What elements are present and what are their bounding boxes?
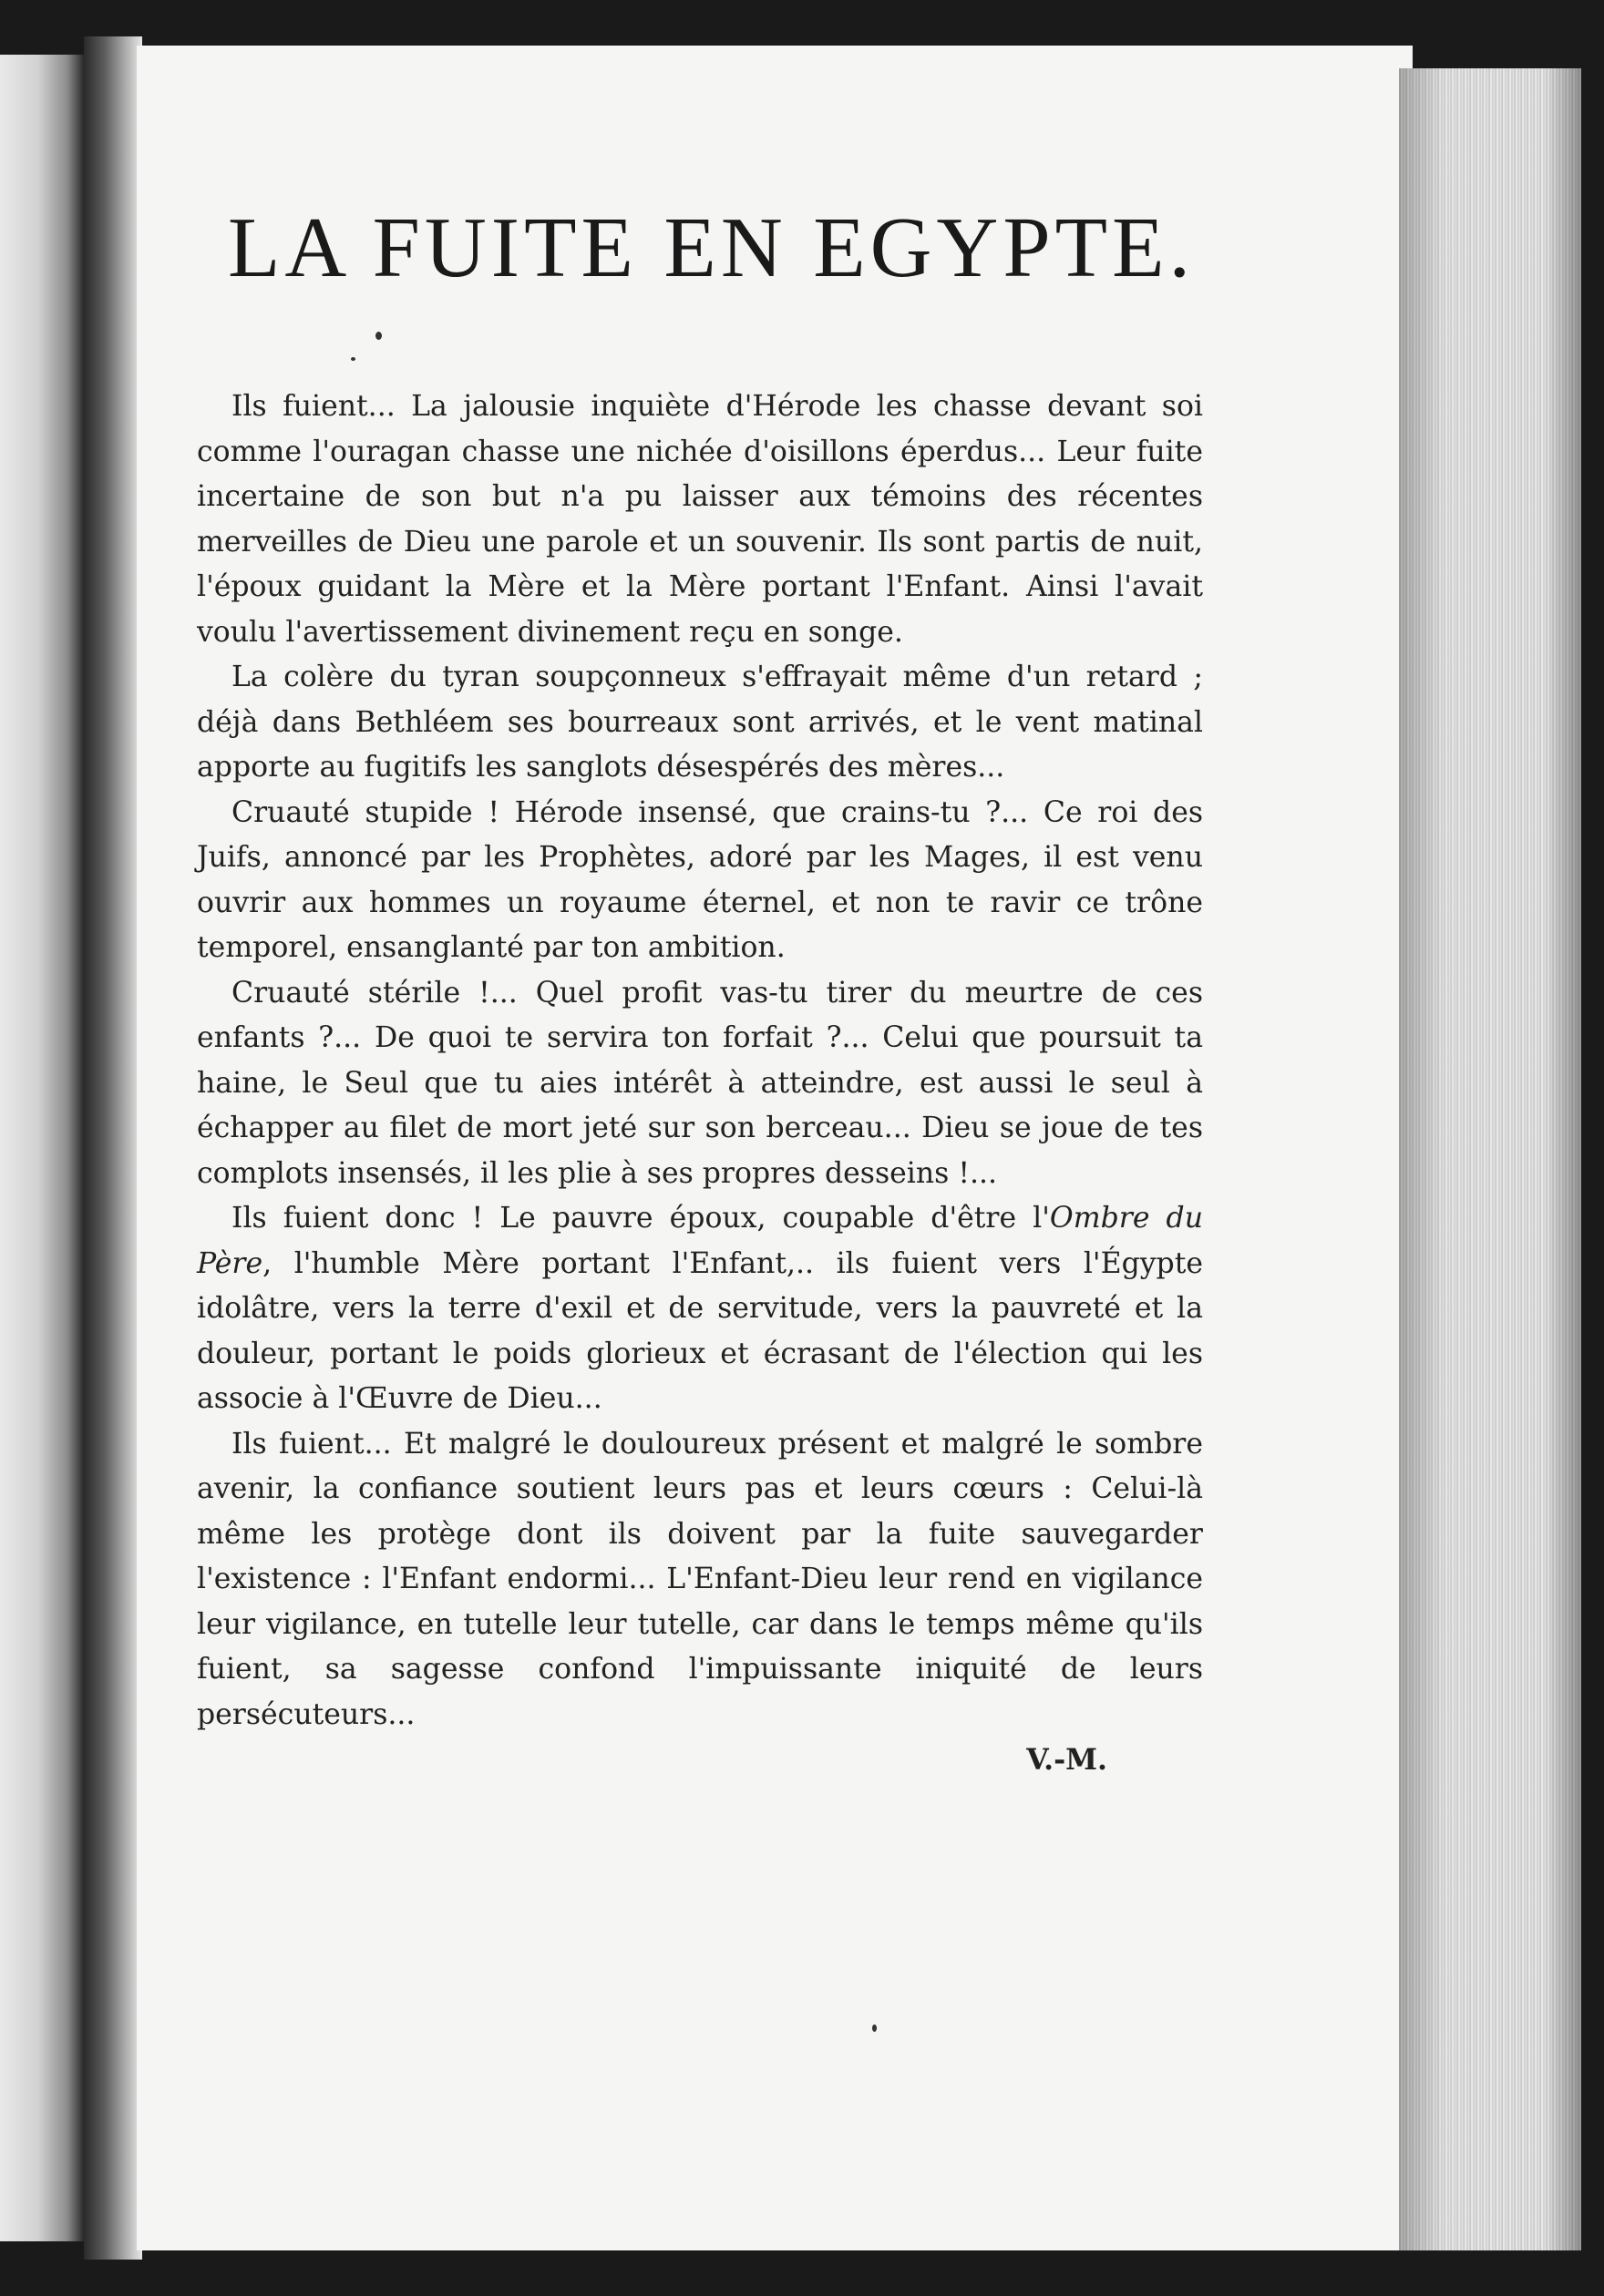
article-body bbox=[197, 384, 1203, 1783]
paragraph-2: La colère du tyran soupçonneux s'effrayait même d'un retard ; déjà dans Bethléem ses bourreaux sont arrivés, et le vent matinal apporte au fugitifs les sanglots désespérés des mères... bbox=[197, 661, 1203, 784]
ink-speck bbox=[375, 332, 382, 340]
page-edges-shadow bbox=[1399, 68, 1581, 2250]
paragraph-5-after: , l'humble Mère portant l'Enfant,.. ils fuient vers l'Égypte idolâtre, vers la terre d'exil et de servitude, vers la pauvreté et la douleur, portant le poids glorieux et écrasant de l'élection qui les associe à l'Œuvre de Dieu... bbox=[197, 1246, 1203, 1415]
ink-speck bbox=[351, 357, 355, 361]
paragraph-4: Cruauté stérile !... Quel profit vas-tu tirer du meurtre de ces enfants ?... De quoi te servira ton forfait ?... Celui que poursuit ta haine, le Seul que tu aies intérêt à atteindre, est aussi le seul à échapper au filet de mort jeté sur son berceau... Dieu se joue de tes complots insensés, il les plie à ses propres desseins !... bbox=[197, 976, 1203, 1190]
signature: V.-M. bbox=[1026, 1743, 1107, 1777]
left-page-edge bbox=[0, 55, 84, 2241]
paragraph-5 bbox=[197, 1196, 1203, 1422]
book-gutter bbox=[84, 36, 142, 2260]
paragraph-3: Cruauté stupide ! Hérode insensé, que crains-tu ?... Ce roi des Juifs, annoncé par les Prophètes, adoré par les Mages, il est venu ouvrir aux hommes un royaume éternel, et non te ravir ce trône temporel, ensanglanté par ton ambition. bbox=[197, 795, 1203, 964]
paragraph-5-italic: Ombre du Père bbox=[197, 1202, 1203, 1280]
signature-line bbox=[197, 1737, 1203, 1783]
paragraph-6: Ils fuient... Et malgré le douloureux présent et malgré le sombre avenir, la confiance soutient leurs pas et leurs cœurs : Celui-là même les protège dont ils doivent par la fuite sauvegarder l'existence : l'Enfant endormi... L'Enfant-Dieu leur rend en vigilance leur vigilance, en tutelle leur tutelle, car dans le temps même qu'ils fuient, sa sagesse confond l'impuissante iniquité de leurs persécuteurs... bbox=[197, 1427, 1203, 1731]
page-title: LA FUITE EN EGYPTE. bbox=[228, 200, 1196, 295]
paragraph-5-before: Ils fuient donc ! Le pauvre époux, coupable d'être l' bbox=[231, 1202, 1050, 1235]
paragraph-1: Ils fuient... La jalousie inquiète d'Hérode les chasse devant soi comme l'ouragan chasse une nichée d'oisillons éperdus... Leur fuite incertaine de son but n'a pu laisser aux témoins des récentes merveilles de Dieu une parole et un souvenir. Ils sont partis de nuit, l'époux guidant la Mère et la Mère portant l'Enfant. Ainsi l'avait voulu l'avertissement divinement reçu en songe. bbox=[197, 390, 1203, 649]
ink-speck bbox=[872, 2024, 877, 2032]
